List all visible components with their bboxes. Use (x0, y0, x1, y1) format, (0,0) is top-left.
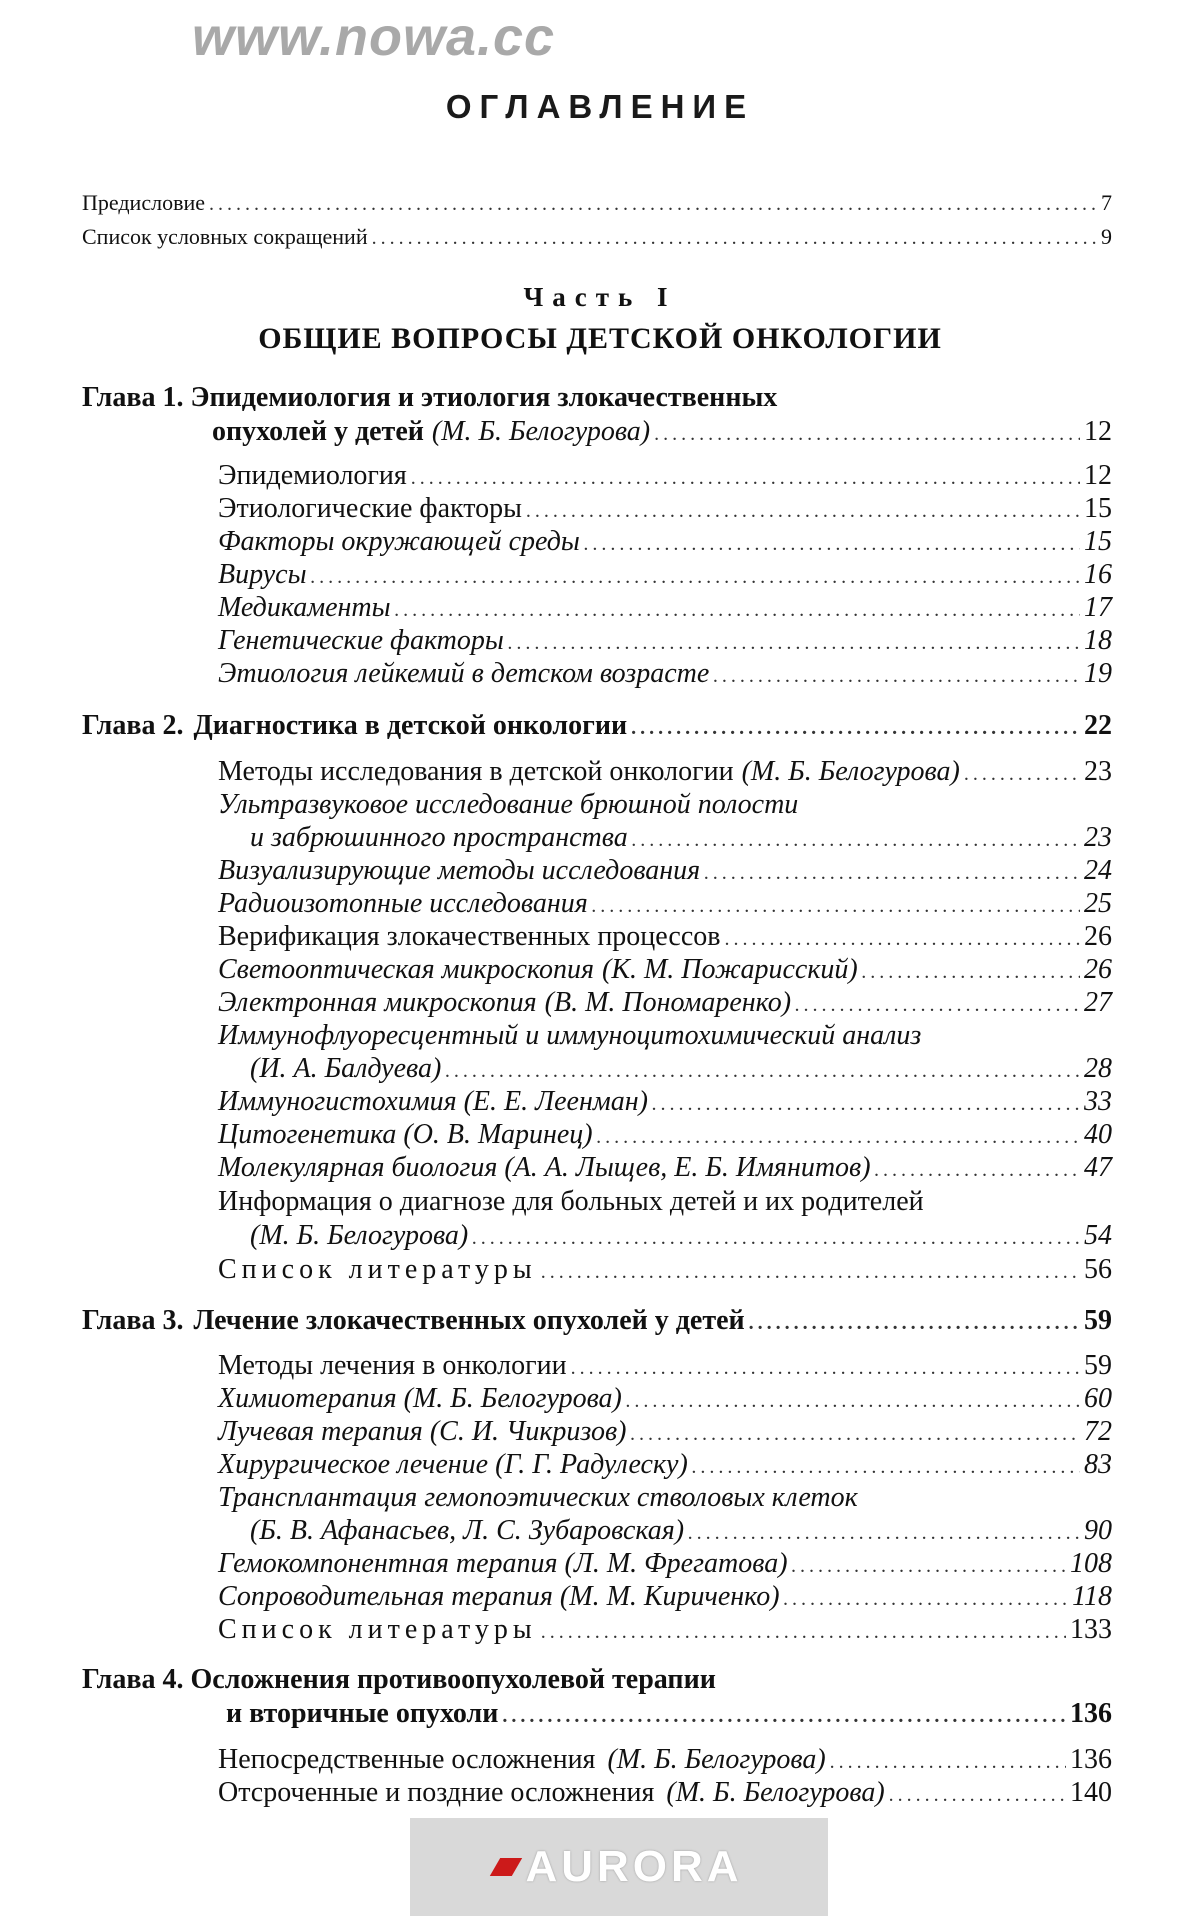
entry-label: Гемокомпонентная терапия (Л. М. Фрегатова) (218, 1548, 788, 1579)
leader-dots (713, 665, 1080, 688)
leader-dots (372, 227, 1097, 250)
logo-text: AURORA (525, 1842, 743, 1891)
entry-page: 72 (1084, 1416, 1112, 1447)
entry-page: 133 (1070, 1614, 1112, 1645)
entry-page: 28 (1084, 1053, 1112, 1084)
chapter-author: (М. Б. Белогурова) (431, 416, 651, 447)
entry-page: 25 (1084, 888, 1112, 919)
leader-dots (792, 1555, 1066, 1578)
toc-entry[interactable] (218, 1449, 1112, 1481)
entry-page: 27 (1084, 987, 1112, 1018)
chapter-1-heading-line2[interactable] (212, 416, 1112, 448)
entry-page: 24 (1084, 855, 1112, 886)
leader-dots (725, 928, 1081, 951)
entry-label: Хирургическое лечение (Г. Г. Радулеску) (218, 1449, 688, 1480)
leader-dots (508, 632, 1080, 655)
leader-dots (784, 1588, 1069, 1611)
toc-entry[interactable] (218, 1777, 1112, 1809)
entry-page: 83 (1084, 1449, 1112, 1480)
leader-dots (692, 1456, 1080, 1479)
entry-label: Химиотерапия (М. Б. Белогурова) (218, 1383, 622, 1414)
entry-page: 22 (1084, 710, 1112, 741)
leader-dots (749, 1312, 1080, 1335)
toc-entry-references[interactable] (218, 1614, 1112, 1646)
leader-dots (626, 1390, 1080, 1413)
toc-entry-abbreviations[interactable] (82, 224, 1112, 250)
toc-entry[interactable] (218, 1383, 1112, 1415)
entry-page: 136 (1070, 1744, 1112, 1775)
leader-dots (964, 763, 1080, 786)
toc-entry[interactable] (218, 658, 1112, 690)
leader-dots (688, 1522, 1080, 1545)
toc-entry[interactable] (218, 559, 1112, 591)
chapter-1-heading[interactable] (82, 382, 777, 414)
leader-dots (502, 1705, 1066, 1728)
entry-label: Медикаменты (218, 592, 391, 623)
leader-dots (830, 1751, 1066, 1774)
entry-label: Вирусы (218, 559, 307, 590)
entry-author: (М. Б. Белогурова) (666, 1777, 885, 1808)
entry-page: 90 (1084, 1515, 1112, 1546)
toc-entry[interactable] (218, 493, 1112, 525)
leader-dots (209, 193, 1097, 216)
chapter-2-heading[interactable] (82, 710, 1112, 742)
entry-page: 23 (1084, 756, 1112, 787)
leader-dots (592, 895, 1080, 918)
entry-label: Иммуногистохимия (Е. Е. Леенман) (218, 1086, 648, 1117)
entry-page: 26 (1084, 921, 1112, 952)
entry-page: 19 (1084, 658, 1112, 689)
entry-author: (М. Б. Белогурова) (607, 1744, 826, 1775)
toc-entry[interactable] (218, 625, 1112, 657)
logo-mark-icon (490, 1858, 522, 1876)
toc-entry[interactable] (250, 1220, 1112, 1252)
chapter-title: Лечение злокачественных опухолей у детей (193, 1305, 745, 1336)
aurora-logo (410, 1818, 828, 1916)
leader-dots (862, 961, 1080, 984)
toc-entry[interactable] (218, 987, 1112, 1019)
entry-page: 56 (1084, 1254, 1112, 1285)
leader-dots (395, 599, 1080, 622)
entry-label: Этиологические факторы (218, 493, 522, 524)
toc-entry[interactable] (250, 1515, 1112, 1547)
entry-page: 23 (1084, 822, 1112, 853)
leader-dots (541, 1261, 1080, 1284)
entry-label: Генетические факторы (218, 625, 504, 656)
toc-entry-line[interactable]: Трансплантация гемопоэтических стволовых клеток (218, 1482, 858, 1513)
leader-dots (632, 829, 1080, 852)
leader-dots (889, 1784, 1066, 1807)
entry-label: Верификация злокачественных процессов (218, 921, 721, 952)
entry-page: 16 (1084, 559, 1112, 590)
leader-dots (541, 1621, 1066, 1644)
leader-dots (875, 1159, 1080, 1182)
toc-entry[interactable] (218, 954, 1112, 986)
entry-page: 15 (1084, 526, 1112, 557)
entry-page: 33 (1084, 1086, 1112, 1117)
toc-entry[interactable] (218, 460, 1112, 492)
toc-entry[interactable] (218, 1416, 1112, 1448)
entry-page: 9 (1101, 224, 1112, 249)
entry-label: Методы лечения в онкологии (218, 1350, 567, 1381)
page-title: ОГЛАВЛЕНИЕ (445, 88, 755, 125)
entry-label: Список условных сокращений (82, 224, 368, 249)
entry-page: 108 (1070, 1548, 1112, 1579)
entry-page: 59 (1084, 1350, 1112, 1381)
leader-dots (411, 467, 1080, 490)
entry-label: и забрюшинного пространства (250, 822, 628, 853)
watermark-url: www.nowa.cc (192, 7, 556, 67)
entry-label: Цитогенетика (О. В. Маринец) (218, 1119, 593, 1150)
entry-label: Молекулярная биология (А. А. Лыщев, Е. Б. Имянитов) (218, 1152, 871, 1183)
toc-entry[interactable] (218, 921, 1112, 953)
leader-dots (445, 1060, 1080, 1083)
toc-entry[interactable] (218, 1152, 1112, 1184)
entry-author: (В. М. Пономаренко) (544, 987, 792, 1018)
entry-label: (М. Б. Белогурова) (250, 1220, 469, 1251)
entry-page: 17 (1084, 592, 1112, 623)
entry-label: (Б. В. Афанасьев, Л. С. Зубаровская) (250, 1515, 685, 1546)
entry-page: 15 (1084, 493, 1112, 524)
chapter-title-line2: опухолей у детей (212, 416, 424, 447)
toc-entry[interactable] (218, 1548, 1112, 1580)
entry-page: 7 (1101, 190, 1112, 215)
chapter-title-line1: Эпидемиология и этиология злокачественных (190, 382, 778, 413)
entry-label: Факторы окружающей среды (218, 526, 580, 557)
toc-entry[interactable] (218, 1744, 1112, 1776)
leader-dots (311, 566, 1080, 589)
entry-label: (И. А. Балдуева) (250, 1053, 442, 1084)
toc-entry[interactable] (218, 1119, 1112, 1151)
entry-label: Этиология лейкемий в детском возрасте (218, 658, 710, 689)
part-title: ОБЩИЕ ВОПРОСЫ ДЕТСКОЙ ОНКОЛОГИИ (258, 322, 942, 355)
entry-label: Предисловие (82, 190, 205, 215)
entry-page: 118 (1072, 1581, 1112, 1612)
chapter-prefix: Глава 2. (82, 710, 184, 741)
leader-dots (472, 1227, 1080, 1250)
leader-dots (631, 717, 1080, 740)
toc-entry-references[interactable] (218, 1254, 1112, 1286)
leader-dots (652, 1093, 1080, 1116)
entry-page: 136 (1070, 1698, 1112, 1729)
toc-entry-line[interactable]: Иммунофлуоресцентный и иммуноцитохимический анализ (218, 1020, 922, 1051)
toc-entry-preface[interactable] (82, 190, 1112, 216)
entry-label: Список литературы (218, 1254, 537, 1285)
entry-label: Сопроводительная терапия (М. М. Кириченко) (218, 1581, 780, 1612)
entry-label: Лучевая терапия (С. И. Чикризов) (218, 1416, 627, 1447)
toc-entry[interactable] (218, 526, 1112, 558)
leader-dots (704, 862, 1080, 885)
entry-page: 12 (1084, 416, 1112, 447)
entry-page: 26 (1084, 954, 1112, 985)
entry-page: 54 (1084, 1220, 1112, 1251)
entry-label: Светооптическая микроскопия (218, 954, 595, 985)
entry-label: Непосредственные осложнения (218, 1744, 596, 1775)
toc-entry-line[interactable]: Ультразвуковое исследование брюшной полости (218, 789, 799, 820)
chapter-4-heading[interactable] (82, 1664, 716, 1696)
toc-entry[interactable] (250, 1053, 1112, 1085)
entry-label: Список литературы (218, 1614, 537, 1645)
entry-page: 40 (1084, 1119, 1112, 1150)
leader-dots (571, 1357, 1080, 1380)
entry-page: 140 (1070, 1777, 1112, 1808)
chapter-4-heading-line2[interactable] (226, 1698, 1112, 1730)
toc-entry[interactable] (250, 822, 1112, 854)
chapter-title-line2: и вторичные опухоли (226, 1698, 499, 1729)
chapter-title-line1: Осложнения противоопухолевой терапии (190, 1664, 716, 1695)
entry-author: (К. М. Пожарисский) (602, 954, 858, 985)
leader-dots (795, 994, 1080, 1017)
entry-label: Радиоизотопные исследования (218, 888, 588, 919)
toc-entry[interactable] (218, 855, 1112, 887)
chapter-prefix: Глава 1. (82, 382, 184, 413)
entry-page: 47 (1084, 1152, 1112, 1183)
leader-dots (630, 1423, 1080, 1446)
chapter-prefix: Глава 4. (82, 1664, 184, 1695)
toc-entry-line[interactable]: Информация о диагнозе для больных детей и их родителей (218, 1186, 924, 1217)
toc-entry[interactable] (218, 1581, 1112, 1613)
toc-entry[interactable] (218, 1350, 1112, 1382)
toc-entry[interactable] (218, 592, 1112, 624)
entry-label: Отсроченные и поздние осложнения (218, 1777, 655, 1808)
entry-page: 12 (1084, 460, 1112, 491)
entry-page: 59 (1084, 1305, 1112, 1336)
entry-label: Визуализирующие методы исследования (218, 855, 701, 886)
entry-label: Методы исследования в детской онкологии (218, 756, 734, 787)
entry-page: 18 (1084, 625, 1112, 656)
toc-entry[interactable] (218, 756, 1112, 788)
chapter-title: Диагностика в детской онкологии (193, 710, 628, 741)
toc-entry[interactable] (218, 888, 1112, 920)
chapter-prefix: Глава 3. (82, 1305, 184, 1336)
leader-dots (654, 423, 1080, 446)
chapter-3-heading[interactable] (82, 1305, 1112, 1337)
part-label: Часть I (523, 282, 677, 312)
leader-dots (526, 500, 1080, 523)
entry-label: Электронная микроскопия (218, 987, 537, 1018)
leader-dots (584, 533, 1080, 556)
entry-author: (М. Б. Белогурова) (741, 756, 960, 787)
entry-page: 60 (1084, 1383, 1112, 1414)
entry-label: Эпидемиология (218, 460, 407, 491)
toc-entry[interactable] (218, 1086, 1112, 1118)
leader-dots (597, 1126, 1080, 1149)
